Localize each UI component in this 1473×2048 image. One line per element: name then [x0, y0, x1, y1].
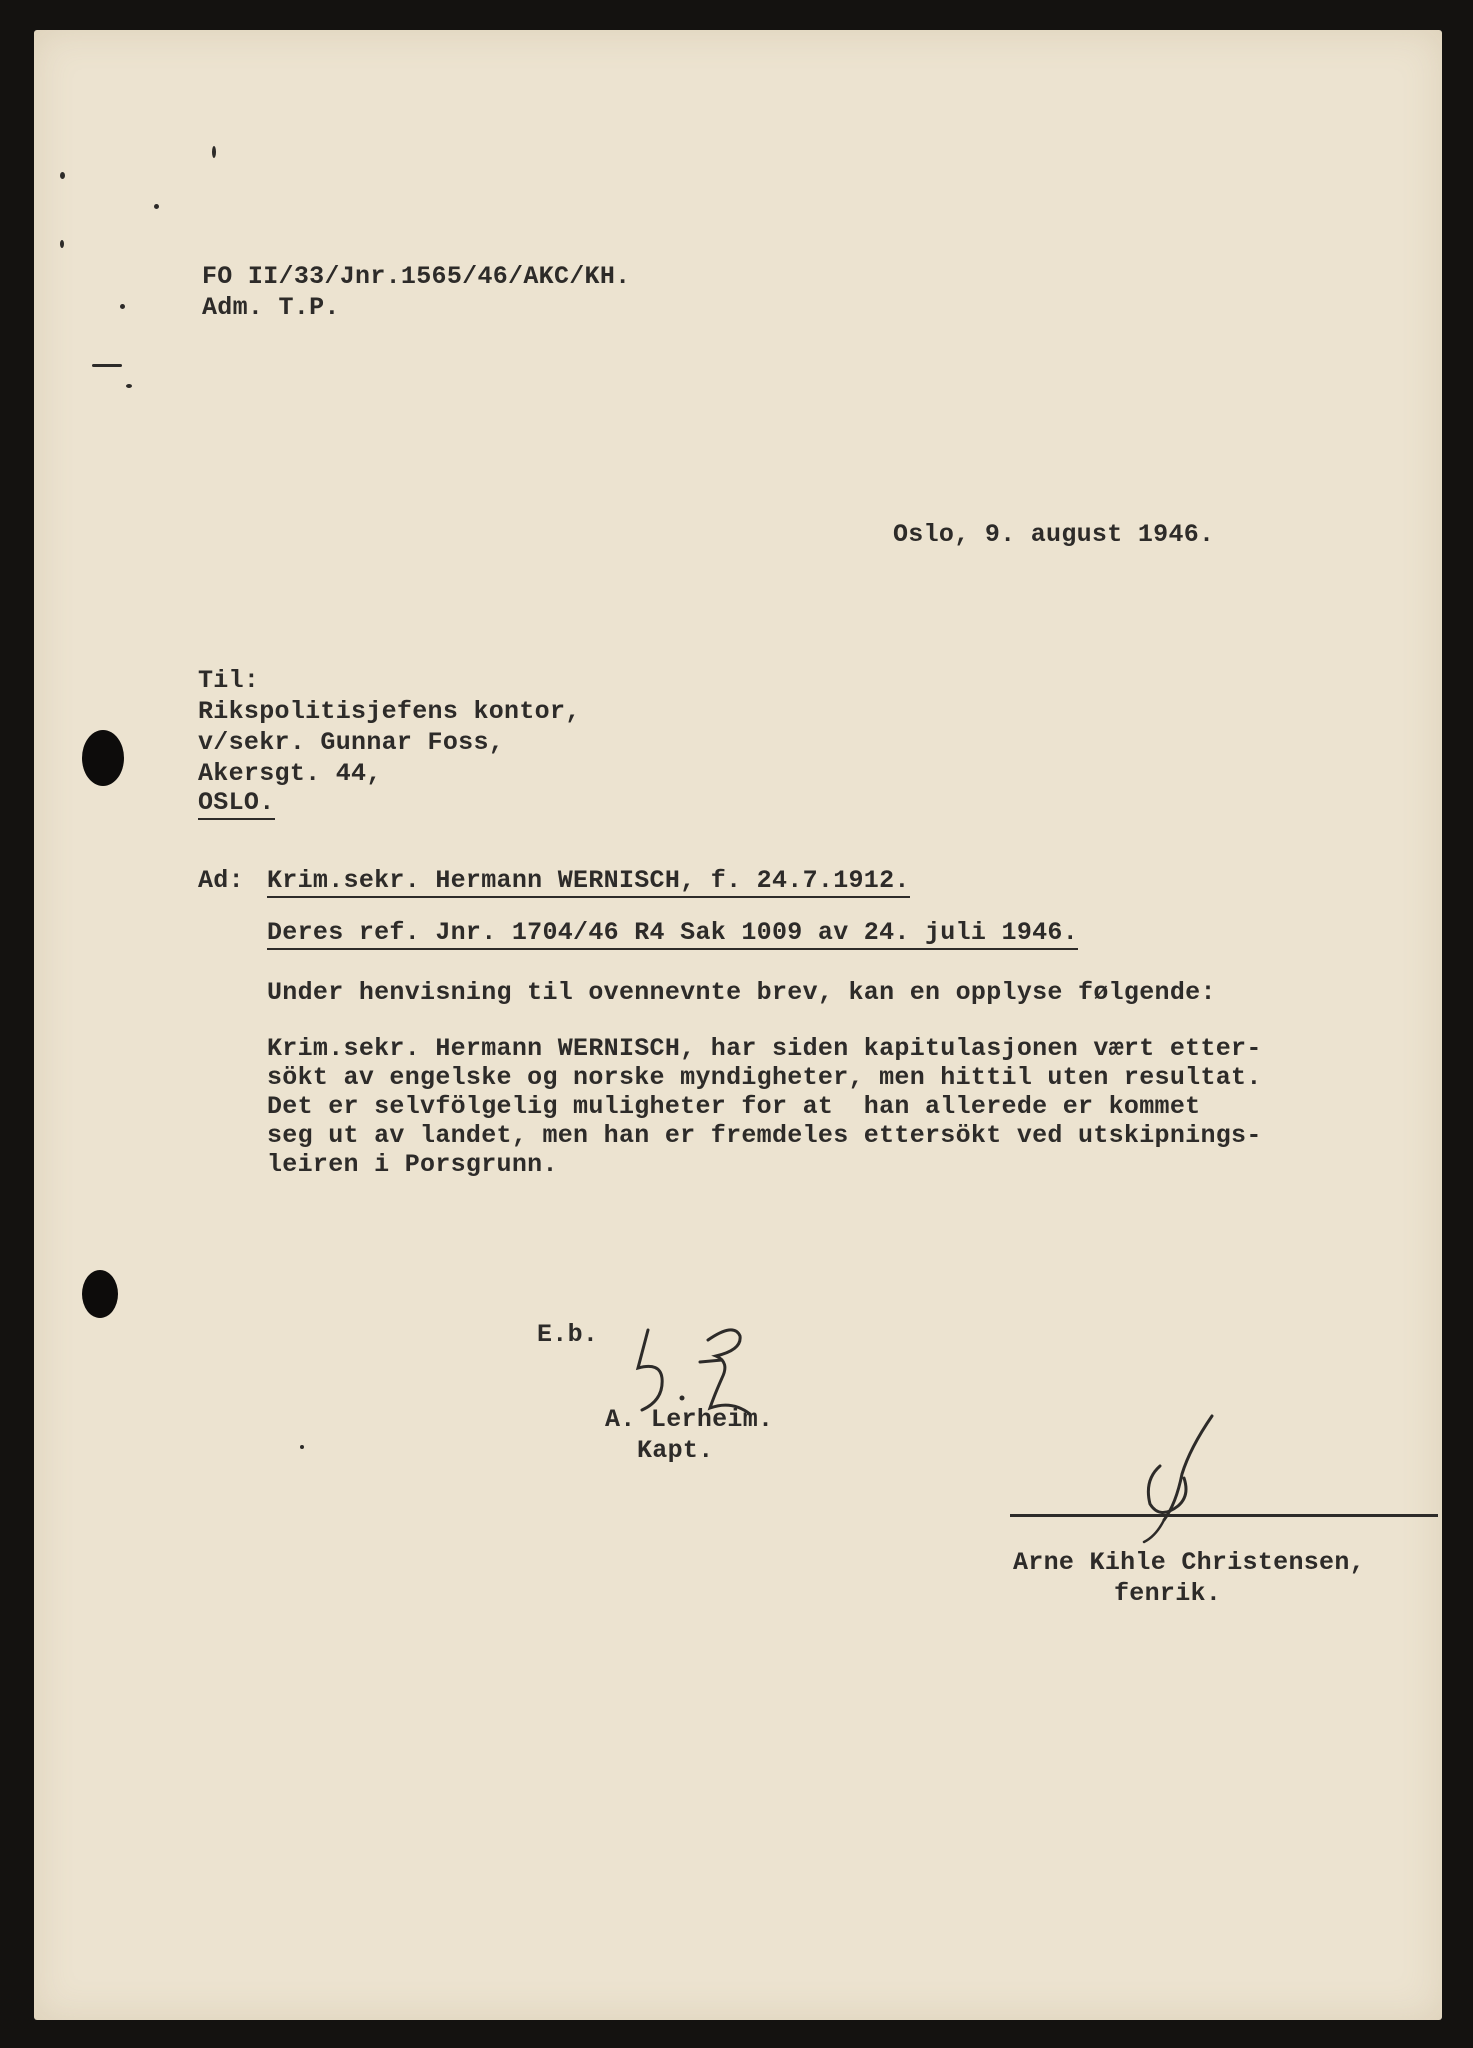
signature-line — [1010, 1514, 1438, 1517]
ink-speck — [154, 204, 159, 209]
ink-speck — [300, 1445, 304, 1449]
ink-speck — [212, 146, 216, 158]
recipient-line-1: Rikspolitisjefens kontor, — [198, 697, 581, 726]
ink-speck — [126, 384, 132, 388]
subject-line-2: Deres ref. Jnr. 1704/46 R4 Sak 1009 av 24. juli 1946. — [267, 918, 1078, 950]
eb-abbreviation: E.b. — [537, 1320, 599, 1349]
subject-label: Ad: — [198, 866, 244, 895]
ink-speck — [60, 240, 64, 248]
punch-hole-lower — [82, 1270, 118, 1318]
signatory-1-name: A. Lerheim. — [605, 1405, 774, 1434]
administration-line: Adm. T.P. — [202, 293, 340, 322]
body-line: Det er selvfölgelig muligheter for at han allerede er kommet — [267, 1092, 1201, 1121]
punch-hole-upper — [82, 730, 124, 786]
body-line: sökt av engelske og norske myndigheter, men hittil uten resultat. — [267, 1063, 1262, 1092]
body-line: Krim.sekr. Hermann WERNISCH, har siden kapitulasjonen vært etter- — [267, 1034, 1262, 1063]
ink-speck — [92, 364, 122, 367]
recipient-line-2: v/sekr. Gunnar Foss, — [198, 728, 505, 757]
recipient-line-4: OSLO. — [198, 788, 275, 820]
handwritten-signature-2 — [1120, 1408, 1220, 1548]
recipient-line-3: Akersgt. 44, — [198, 759, 382, 788]
recipient-label: Til: — [198, 666, 260, 695]
body-line: leiren i Porsgrunn. — [267, 1150, 558, 1179]
reference-line: FO II/33/Jnr.1565/46/AKC/KH. — [202, 262, 631, 291]
signatory-2-title: fenrik. — [1114, 1579, 1222, 1608]
body-line: seg ut av landet, men han er fremdeles ettersökt ved utskipnings- — [267, 1121, 1262, 1150]
subject-line-1: Krim.sekr. Hermann WERNISCH, f. 24.7.1912. — [267, 866, 910, 898]
ink-speck — [120, 304, 125, 309]
signatory-1-title: Kapt. — [637, 1436, 714, 1465]
letter-page — [34, 30, 1442, 2020]
ink-speck — [60, 172, 65, 179]
date-line: Oslo, 9. august 1946. — [893, 520, 1215, 549]
body-paragraph — [267, 1034, 1262, 1179]
signatory-2-name: Arne Kihle Christensen, — [1013, 1548, 1365, 1577]
intro-line: Under henvisning til ovennevnte brev, kan en opplyse følgende: — [267, 978, 1216, 1007]
